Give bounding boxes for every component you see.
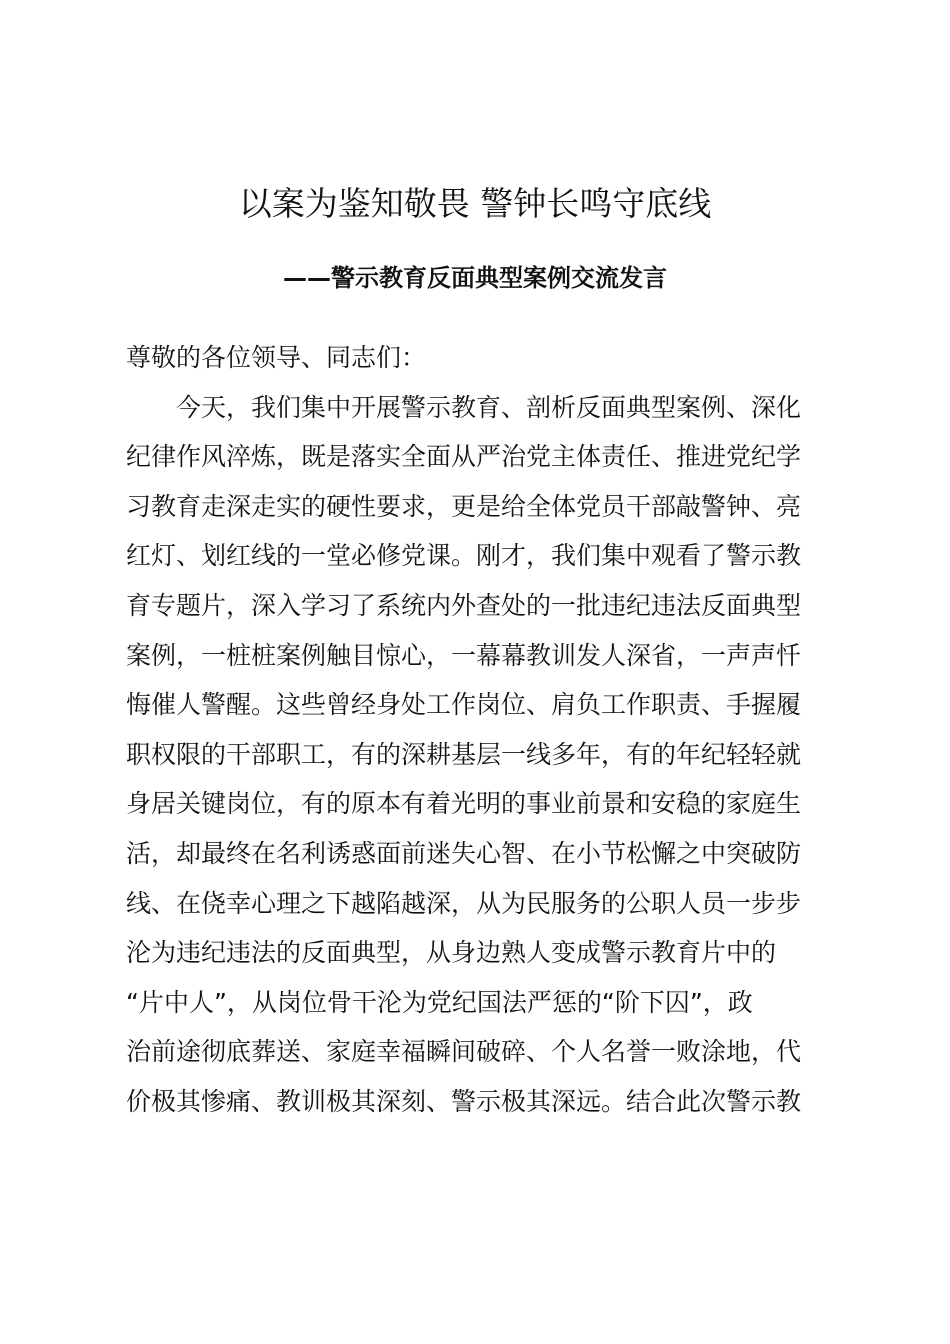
paragraph-line: 线、在侥幸心理之下越陷越深，从为民服务的公职人员一步步 xyxy=(126,888,802,918)
body-paragraph xyxy=(126,383,832,1127)
paragraph-line: 沦为违纪违法的反面典型，从身边熟人变成警示教育片中的 xyxy=(126,938,777,968)
paragraph-line: “片中人”，从岗位骨干沦为党纪国法严惩的“阶下囚”，政 xyxy=(126,987,753,1017)
paragraph-line: 悔催人警醒。这些曾经身处工作岗位、肩负工作职责、手握履 xyxy=(126,690,802,720)
paragraph-line: 活，却最终在名利诱惑面前迷失心智、在小节松懈之中突破防 xyxy=(126,838,802,868)
paragraph-line: 价极其惨痛、教训极其深刻、警示极其深远。结合此次警示教 xyxy=(126,1086,802,1116)
salutation: 尊敬的各位领导、同志们： xyxy=(126,343,427,372)
paragraph-line: 治前途彻底葬送、家庭幸福瞬间破碎、个人名誉一败涂地，代 xyxy=(126,1037,802,1067)
paragraph-line: 红灯、划红线的一堂必修党课。刚才，我们集中观看了警示教 xyxy=(126,541,802,571)
paragraph-line: 习教育走深走实的硬性要求，更是给全体党员干部敲警钟、亮 xyxy=(126,491,802,521)
document-body xyxy=(126,333,832,1127)
paragraph-line: 育专题片，深入学习了系统内外查处的一批违纪违法反面典型 xyxy=(126,590,802,620)
paragraph-line: 今天，我们集中开展警示教育、剖析反面典型案例、深化 xyxy=(176,392,802,422)
paragraph-line: 职权限的干部职工，有的深耕基层一线多年，有的年纪轻轻就 xyxy=(126,739,802,769)
document-subtitle: ——警示教育反面典型案例交流发言 xyxy=(283,264,667,292)
paragraph-line: 身居关键岗位，有的原本有着光明的事业前景和安稳的家庭生 xyxy=(126,789,802,819)
paragraph-line: 案例，一桩桩案例触目惊心，一幕幕教训发人深省，一声声忏 xyxy=(126,640,802,670)
document-title: 以案为鉴知敬畏 警钟长鸣守底线 xyxy=(238,184,712,223)
paragraph-line: 纪律作风淬炼，既是落实全面从严治党主体责任、推进党纪学 xyxy=(126,442,802,472)
